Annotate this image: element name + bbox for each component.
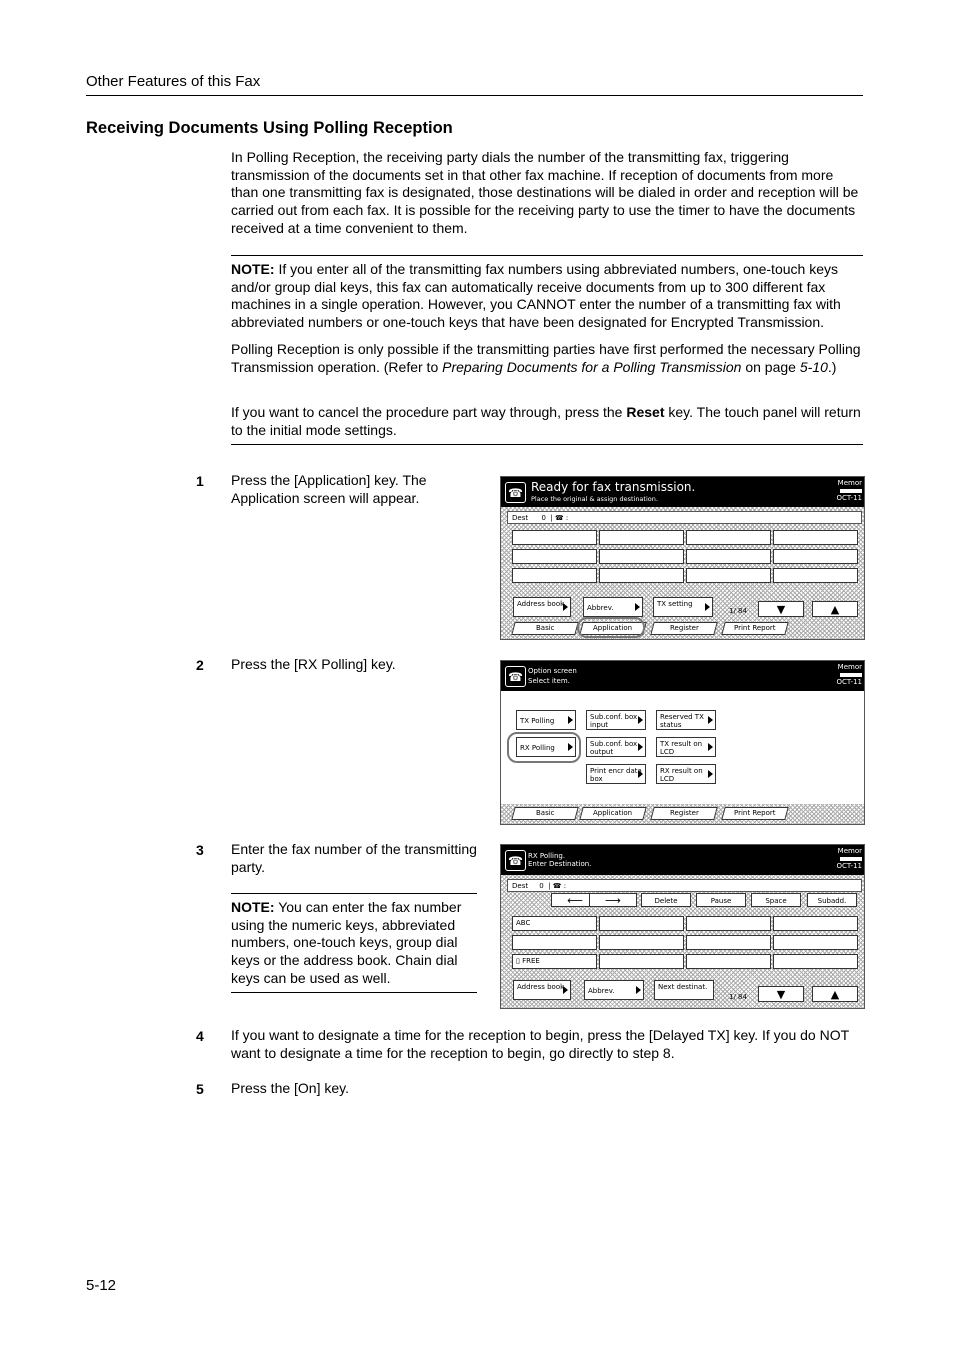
one-touch-key[interactable]: [773, 916, 858, 931]
note-label: NOTE:: [231, 261, 275, 277]
rx-result-on-lcd-button[interactable]: [656, 764, 716, 784]
tab-application[interactable]: [579, 807, 646, 820]
button-label: Abbrev.: [588, 987, 615, 995]
step3-note-bottom-rule: [231, 992, 477, 993]
status-bar: [501, 661, 864, 691]
one-touch-key[interactable]: [686, 568, 771, 583]
step-text: Press the [On] key.: [231, 1080, 350, 1096]
text-run: .): [827, 358, 837, 375]
screen-ready-for-fax: [500, 476, 865, 640]
subadd-button[interactable]: [807, 893, 857, 907]
sub-conf-box-input-button[interactable]: [586, 710, 646, 730]
highlight-circle: [577, 617, 645, 638]
button-label: Delete: [654, 897, 678, 905]
tab-basic[interactable]: [511, 807, 578, 820]
fax-icon: ☎: [505, 666, 526, 687]
tx-result-on-lcd-button[interactable]: [656, 737, 716, 757]
scroll-down-button[interactable]: [758, 601, 804, 617]
highlight-circle: [507, 732, 581, 763]
arrow-left-icon: ⟵: [567, 893, 583, 907]
arrow-right-icon: [708, 770, 713, 778]
phone-icon: ☎: [552, 882, 562, 890]
one-touch-key[interactable]: [686, 530, 771, 545]
arrow-right-icon: [705, 603, 710, 611]
destination-row: Dest 0 | ☎ :: [507, 511, 862, 524]
dest-label: Dest: [512, 882, 529, 890]
folder-icon: ▯: [516, 957, 520, 965]
tx-setting-button[interactable]: [653, 597, 713, 617]
step3-note-top-rule: [231, 893, 477, 894]
fax-icon: ☎: [505, 850, 526, 871]
status-subtitle: Select item.: [528, 677, 570, 685]
page-number: 5-12: [86, 1277, 117, 1294]
arrow-right-icon: [708, 716, 713, 724]
header-rule: [86, 95, 863, 96]
tab-label: Application: [593, 809, 633, 817]
cursor-right-button[interactable]: [589, 893, 637, 907]
section-title: Receiving Documents Using Polling Reception: [86, 119, 453, 137]
arrow-right-icon: [635, 603, 640, 611]
status-subtitle: Enter Destination.: [528, 860, 592, 868]
page-counter: 1/ 84: [729, 607, 747, 615]
step3-note: [231, 899, 477, 988]
button-label: Pause: [710, 897, 732, 905]
date-label: OCT-11: [836, 494, 862, 502]
scroll-up-button[interactable]: [812, 601, 858, 617]
tab-register[interactable]: [650, 622, 717, 635]
abbrev-button[interactable]: [583, 597, 643, 617]
memory-indicator: [837, 847, 862, 871]
tab-label: Print Report: [734, 809, 776, 817]
tx-polling-button[interactable]: [516, 710, 576, 730]
arrow-down-icon: ▼: [776, 602, 786, 616]
dest-count: 0: [539, 882, 544, 890]
memory-indicator: [837, 663, 862, 687]
button-label: RX Polling: [520, 744, 555, 752]
step-text: Enter the fax number of the transmitting party.: [231, 841, 477, 875]
step-text: Press the [RX Polling] key.: [231, 656, 396, 672]
abbrev-button[interactable]: [584, 980, 644, 1000]
tab-label: Register: [669, 624, 699, 632]
button-label: Next destinat.: [658, 983, 708, 991]
one-touch-key[interactable]: [512, 549, 597, 564]
note-paragraph: [231, 261, 863, 332]
one-touch-key[interactable]: [686, 935, 771, 950]
status-bar: [501, 477, 864, 507]
one-touch-key[interactable]: [599, 916, 684, 931]
step-number: 3: [196, 842, 204, 858]
address-book-button[interactable]: [513, 980, 571, 1000]
scroll-up-button[interactable]: [812, 986, 858, 1002]
step-text: If you want to designate a time for the reception to begin, press the [Delayed TX] key. If you do NOT want to designate a time for the reception to begin, go directly to step 8.: [231, 1027, 849, 1061]
one-touch-key[interactable]: [599, 935, 684, 950]
phone-icon: ☎: [554, 514, 564, 522]
one-touch-key[interactable]: [773, 568, 858, 583]
memory-bar: [840, 673, 862, 677]
tab-print-report[interactable]: [721, 807, 788, 820]
button-label: Abbrev.: [587, 604, 614, 612]
one-touch-key[interactable]: [686, 954, 771, 969]
note-text: You can enter the fax number using the numeric keys, abbreviated numbers, one-touch keys, group dial keys or the address book. Chain dial keys can be used as well.: [231, 899, 462, 986]
step-number: 4: [196, 1028, 204, 1044]
button-label: Subadd.: [817, 897, 847, 905]
dest-count: 0: [541, 514, 546, 522]
tab-label: Basic: [535, 624, 555, 632]
dest-label: Dest: [512, 514, 529, 522]
pause-button[interactable]: [696, 893, 746, 907]
one-touch-key[interactable]: [773, 935, 858, 950]
cell-label: ABC: [516, 919, 531, 927]
tab-register[interactable]: [650, 807, 717, 820]
button-label: Reserved TX status: [660, 713, 704, 729]
date-label: OCT-11: [836, 678, 862, 686]
arrow-right-icon: [568, 716, 573, 724]
button-label: TX setting: [657, 600, 693, 608]
delete-button[interactable]: [641, 893, 691, 907]
screen-rx-polling: [500, 844, 865, 1009]
arrow-right-icon: [636, 986, 641, 994]
status-title: Option screen: [528, 667, 577, 675]
button-label: TX Polling: [520, 717, 555, 725]
one-touch-key[interactable]: [773, 549, 858, 564]
polling-requirement-paragraph: [231, 341, 863, 376]
reference-title: Preparing Documents for a Polling Transmission: [442, 358, 742, 375]
button-label: Sub.conf. box input: [590, 713, 638, 729]
status-subtitle: Place the original & assign destination.: [531, 495, 658, 503]
tab-label: Print Report: [734, 624, 776, 632]
one-touch-key-abc[interactable]: [512, 916, 597, 931]
button-label: Address book: [517, 983, 565, 991]
tab-label: Application: [593, 624, 633, 632]
arrow-right-icon: [708, 743, 713, 751]
status-title: RX Polling.: [528, 852, 566, 860]
arrow-right-icon: [638, 716, 643, 724]
one-touch-key[interactable]: [512, 530, 597, 545]
one-touch-key[interactable]: [686, 549, 771, 564]
step-number: 5: [196, 1081, 204, 1097]
tab-label: Register: [669, 809, 699, 817]
tab-basic[interactable]: [511, 622, 578, 635]
arrow-right-icon: [563, 986, 568, 994]
button-label: Print encr data box: [590, 767, 642, 783]
one-touch-key[interactable]: [512, 568, 597, 583]
scroll-down-button[interactable]: [758, 986, 804, 1002]
one-touch-key[interactable]: [599, 954, 684, 969]
tab-print-report[interactable]: [721, 622, 788, 635]
memory-label: Memor: [837, 847, 862, 855]
fax-icon: ☎: [505, 482, 526, 503]
memory-label: Memor: [837, 663, 862, 671]
text-run: on page: [741, 358, 800, 375]
step-text: Press the [Application] key. The Application screen will appear.: [231, 472, 427, 506]
note-label: NOTE:: [231, 899, 275, 915]
space-button[interactable]: [751, 893, 801, 907]
one-touch-key[interactable]: [599, 530, 684, 545]
note-bottom-rule: [231, 444, 863, 445]
tab-label: Basic: [535, 809, 555, 817]
status-bar: [501, 845, 864, 875]
memory-indicator: [837, 479, 862, 503]
one-touch-key[interactable]: [686, 916, 771, 931]
one-touch-key[interactable]: [512, 935, 597, 950]
memory-bar: [840, 857, 862, 861]
destination-row: Dest 0 | ☎ :: [507, 879, 862, 892]
button-label: RX result on LCD: [660, 767, 703, 783]
button-label: Space: [765, 897, 787, 905]
note-text: If you enter all of the transmitting fax numbers using abbreviated numbers, one-touch keys and/or group dial keys, this fax can automatically receive documents from up to 300 different fax machines in a single operation. However, you CANNOT enter the number of a transmitting fax with abbreviated numbers or one-touch keys that have been designated for Encrypted Transmission.: [231, 261, 841, 331]
button-label: TX result on LCD: [660, 740, 703, 756]
next-destination-button[interactable]: [654, 980, 714, 1000]
cell-label: FREE: [522, 957, 540, 965]
one-touch-key[interactable]: [599, 568, 684, 583]
button-label: Sub.conf. box output: [590, 740, 638, 756]
arrow-up-icon: ▲: [830, 602, 840, 616]
note-top-rule: [231, 255, 863, 256]
sub-conf-box-output-button[interactable]: [586, 737, 646, 757]
memory-bar: [840, 489, 862, 493]
print-encr-data-box-button[interactable]: [586, 764, 646, 784]
screen-option: [500, 660, 865, 825]
reference-page: 5-10: [799, 358, 828, 375]
intro-paragraph: In Polling Reception, the receiving party dials the number of the transmitting fax, triggering transmission of the documents set in that other fax machine. If reception of documents from more than one transmitting fax is designated, those destinations will be dialed in order and reception will be carried out from each fax. It is possible for the receiving party to use the timer to have the documents received at a time convenient to them.: [231, 149, 859, 236]
date-label: OCT-11: [836, 862, 862, 870]
one-touch-key-free[interactable]: [512, 954, 597, 969]
arrow-right-icon: ⟶: [605, 893, 621, 907]
button-label: Address book: [517, 600, 565, 608]
running-header: Other Features of this Fax: [86, 73, 261, 90]
one-touch-key[interactable]: [773, 530, 858, 545]
reset-key-name: Reset: [626, 404, 665, 420]
reserved-tx-status-button[interactable]: [656, 710, 716, 730]
memory-label: Memor: [837, 479, 862, 487]
arrow-down-icon: ▼: [776, 987, 786, 1001]
one-touch-key[interactable]: [599, 549, 684, 564]
text-run: If you want to cancel the procedure part way through, press the: [231, 404, 627, 420]
step-number: 1: [196, 473, 204, 489]
text-run: key. The touch panel will return to the initial mode settings.: [231, 404, 861, 438]
step-number: 2: [196, 657, 204, 673]
page-counter: 1/ 84: [729, 993, 747, 1001]
text-run: Polling Reception is only possible if the transmitting parties have first performed the necessary Polling Transmission operation. (Refer to: [231, 341, 861, 375]
one-touch-key[interactable]: [773, 954, 858, 969]
reset-paragraph: [231, 404, 863, 439]
arrow-up-icon: ▲: [830, 987, 840, 1001]
arrow-right-icon: [638, 743, 643, 751]
arrow-right-icon: [563, 603, 568, 611]
status-title: Ready for fax transmission.: [531, 480, 696, 494]
arrow-right-icon: [638, 770, 643, 778]
address-book-button[interactable]: [513, 597, 571, 617]
